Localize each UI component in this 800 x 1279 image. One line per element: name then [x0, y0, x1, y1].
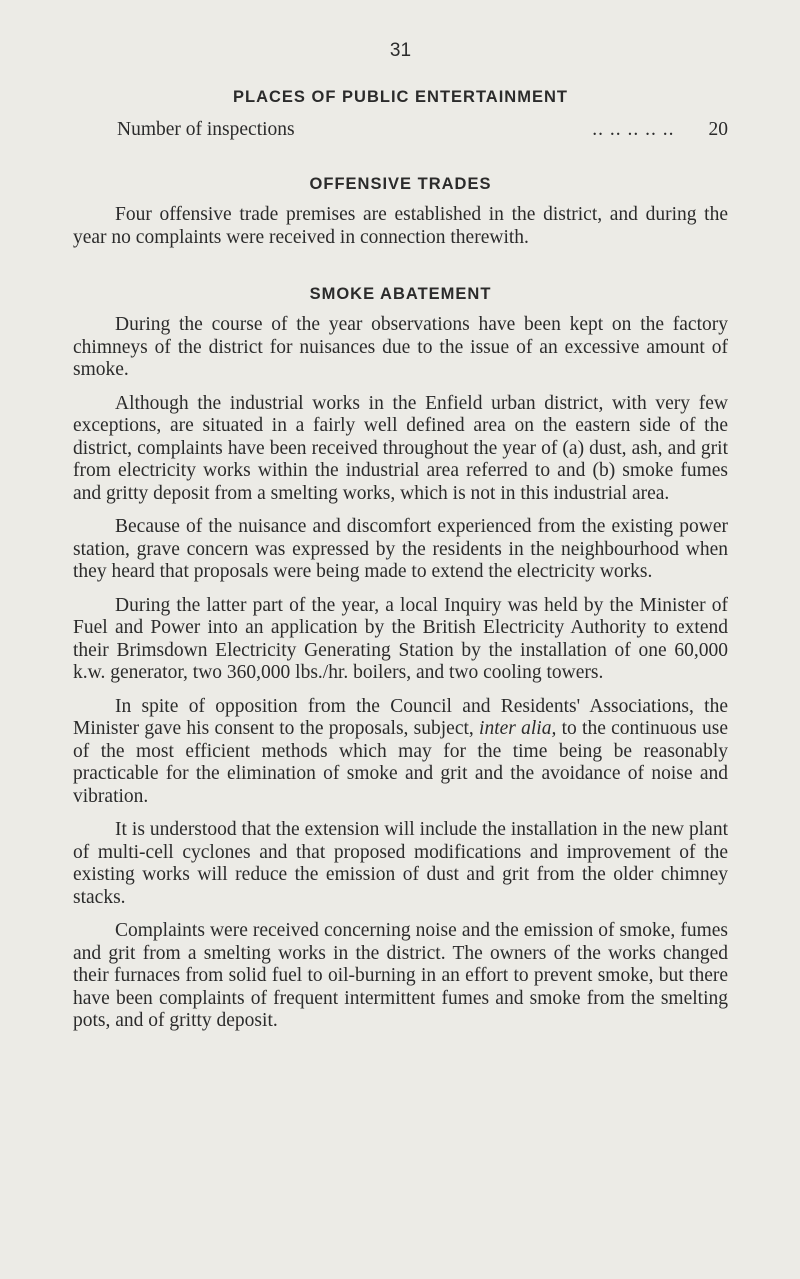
smoke-paragraph-4: During the latter part of the year, a local Inquiry was held by the Minister of Fuel and Power into an application by the British Electricity Authority to extend their Brimsdown Electricity Generating Station by the installation of one 60,000 k.w. generator, two 360,000 lbs./hr. boilers, and two cooling towers. — [73, 594, 728, 683]
smoke-paragraph-3: Because of the nuisance and discomfort experienced from the existing power station, grave concern was expressed by the residents in the neighbourhood when they heard that proposals were being made to extend the electricity works. — [73, 516, 728, 582]
inspections-value: 20 — [708, 119, 728, 140]
smoke-paragraph-7: Complaints were received concerning noise and the emission of smoke, fumes and grit from a smelting works in the district. The owners of the works changed their furnaces from solid fuel to oil-burning in an effort to prevent smoke, but there have been complaints of frequent intermittent fumes and smoke from the smelting pots, and of gritty deposit. — [73, 920, 728, 1031]
smoke-paragraph-5-start: In spite of opposition from the Council and Residents' Associations, the Minister gave his consent to the proposals, subject, — [73, 695, 728, 739]
offensive-trades-section — [73, 175, 728, 249]
smoke-abatement-section — [73, 285, 728, 1033]
smoke-paragraph-1: During the course of the year observations have been kept on the factory chimneys of the district for nuisances due to the issue of an excessive amount of smoke. — [73, 314, 728, 380]
public-entertainment-heading: PLACES OF PUBLIC ENTERTAINMENT — [233, 88, 568, 106]
page-number: 31 — [389, 40, 412, 61]
offensive-trades-heading: OFFENSIVE TRADES — [309, 175, 492, 193]
inter-alia-italic: inter alia, — [479, 718, 557, 739]
offensive-trades-paragraph: Four offensive trade premises are established in the district, and during the year no complaints were received in connection therewith. — [73, 204, 728, 248]
smoke-paragraph-6: It is understood that the extension will include the installation in the new plant of multi-cell cyclones and that proposed modifications and improvement of the existing works will reduce the emission of dust and grit from the older chimney stacks. — [73, 819, 728, 908]
inspections-label: Number of inspections — [117, 119, 295, 140]
inspections-row — [73, 119, 728, 141]
document-page — [73, 40, 728, 1044]
dot-leader: .. .. .. .. .. — [592, 119, 675, 140]
smoke-abatement-heading: SMOKE ABATEMENT — [309, 285, 492, 303]
smoke-paragraph-5-end: to the continuous use of the most efficient methods which may for the time being be reasonably practicable for the elimination of smoke and grit and the avoidance of noise and vibration. — [73, 718, 728, 807]
smoke-paragraph-2: Although the industrial works in the Enfield urban district, with very few exceptions, are situated in a fairly well defined area on the eastern side of the district, complaints have been received throughout the year of (a) dust, ash, and grit from electricity works within the industrial area referred to and (b) smoke fumes and gritty deposit from a smelting works, which is not in this industrial area. — [73, 392, 728, 504]
smoke-paragraph-5 — [73, 696, 728, 809]
